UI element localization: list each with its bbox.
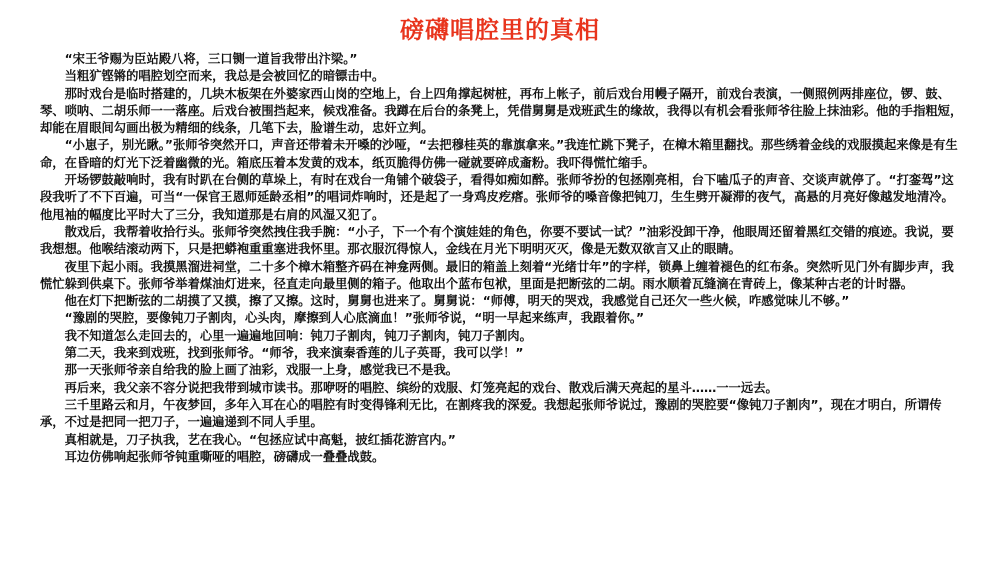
paragraph: 再后来，我父亲不容分说把我带到城市读书。那咿呀的唱腔、缤纷的戏服、灯笼亮起的戏台、散戏后满天亮起的星斗……一一远去。 <box>64 380 778 395</box>
paragraph: “豫剧的哭腔，要像钝刀子割肉，心头肉，摩擦到人心底滴血！”张师爷说，“明一早起来练声，我跟着你。” <box>64 311 645 326</box>
paragraph: 真相就是，刀子执我，艺在我心。“包拯应试中高魁，披红插花游宫内。” <box>64 432 456 447</box>
paragraph: “宋王爷赐为臣站殿八将，三口铡一道旨我带出汴梁。” <box>64 52 358 66</box>
paragraph: 当粗犷铿锵的唱腔划空而来，我总是会被回忆的暗镖击中。 <box>64 69 385 84</box>
paragraph: 他在灯下把断弦的二胡摸了又摸，擦了又擦。这时，舅舅也进来了。舅舅说：“师傅，明天的哭戏，我感觉自己还欠一些火候，咋感觉味儿不够。” <box>64 294 850 309</box>
document-title: 磅礴唱腔里的真相 <box>400 16 600 44</box>
paragraph: 开场锣鼓敲响时，我有时趴在台侧的草垛上，有时在戏台一角铺个破袋子，看得如痴如醉。张师爷扮的包拯刚亮相，台下嗑瓜子的声音、交谈声就停了。“打銮驾”这段我听了不下百遍，可当“一保官王恩师延龄丞相”的唱词炸响时，还是起了一身鸡皮疙瘩。张师爷的嗓音像把钝刀，生生劈开凝滞的夜气，高悬的月亮好像越发地清冷。他甩袖的幅度比平时大了三分，我知道那是右肩的风湿又犯了。 <box>40 173 954 222</box>
paragraph: 那时戏台是临时搭建的，几块木板架在外婆家西山岗的空地上，台上四角撑起树桩，再布上帐子，前后戏台用幔子隔开，前戏台表演，一侧照例两排座位，锣、鼓、琴、唢呐、二胡乐师一一落座。后戏台被围挡起来，候戏准备。我蹲在后台的条凳上，凭借舅舅是戏班武生的缘故，我得以有机会看张师爷往脸上抹油彩。他的手指粗短，却能在眉眼间勾画出极为精细的线条，几笔下去，脸谱生动，忠奸立判。 <box>40 86 963 136</box>
paragraph: 散戏后，我帮着收拾行头。张师爷突然拽住我手腕：“小子，下一个有个演娃娃的角色，你要不要试一试？”油彩没卸干净，他眼周还留着黑红交错的痕迹。我说，要我想想。他喉结滚动两下，只是把蟒袍重重塞进我怀里。那衣服沉得惊人，金线在月光下明明灭灭，像是无数双欲言又止的眼睛。 <box>40 224 954 257</box>
paragraph: 那一天张师爷亲自给我的脸上画了油彩，戏服一上身，感觉我已不是我。 <box>64 363 459 378</box>
paragraph: 我不知道怎么走回去的，心里一遍遍地回响：钝刀子割肉，钝刀子割肉，钝刀子割肉。 <box>64 328 532 343</box>
paragraph: 耳边仿佛响起张师爷钝重嘶哑的唱腔，磅礴成一叠叠战鼓。 <box>64 449 385 464</box>
paragraph: 夜里下起小雨。我摸黑溜进祠堂，二十多个樟木箱整齐码在神龛两侧。最旧的箱盖上刻着“光绪廿年”的字样，锁鼻上缠着褪色的红布条。突然听见门外有脚步声，我慌忙躲到供桌下。张师爷举着煤油灯进来，径直走向最里侧的箱子。他取出个蓝布包袱，里面是把断弦的二胡。雨水顺着瓦缝滴在青砖上，像某种古老的计时器。 <box>40 259 954 291</box>
paragraph: 第二天，我来到戏班，找到张师爷。“师爷，我来演秦香莲的儿子英哥，我可以学！” <box>64 346 524 361</box>
paragraph: “小崽子，别光瞅。”张师爷突然开口，声音还带着未开嗓的沙哑，“去把穆桂英的靠旗拿来。”我连忙跳下凳子，在樟木箱里翻找。那些绣着金线的戏服摸起来像是有生命，在昏暗的灯光下泛着幽微的光。箱底压着本发黄的戏本，纸页脆得仿佛一碰就要碎成齑粉。我吓得慌忙缩手。 <box>40 138 958 170</box>
document-body <box>40 51 965 466</box>
paragraph: 三千里路云和月，午夜梦回，多年入耳在心的唱腔有时变得锋利无比，在割疼我的深爱。我想起张师爷说过，豫剧的哭腔要“像钝刀子割肉”，现在才明白，所谓传承，不过是把同一把刀子，一遍遍递到不同人手里。 <box>40 397 942 430</box>
